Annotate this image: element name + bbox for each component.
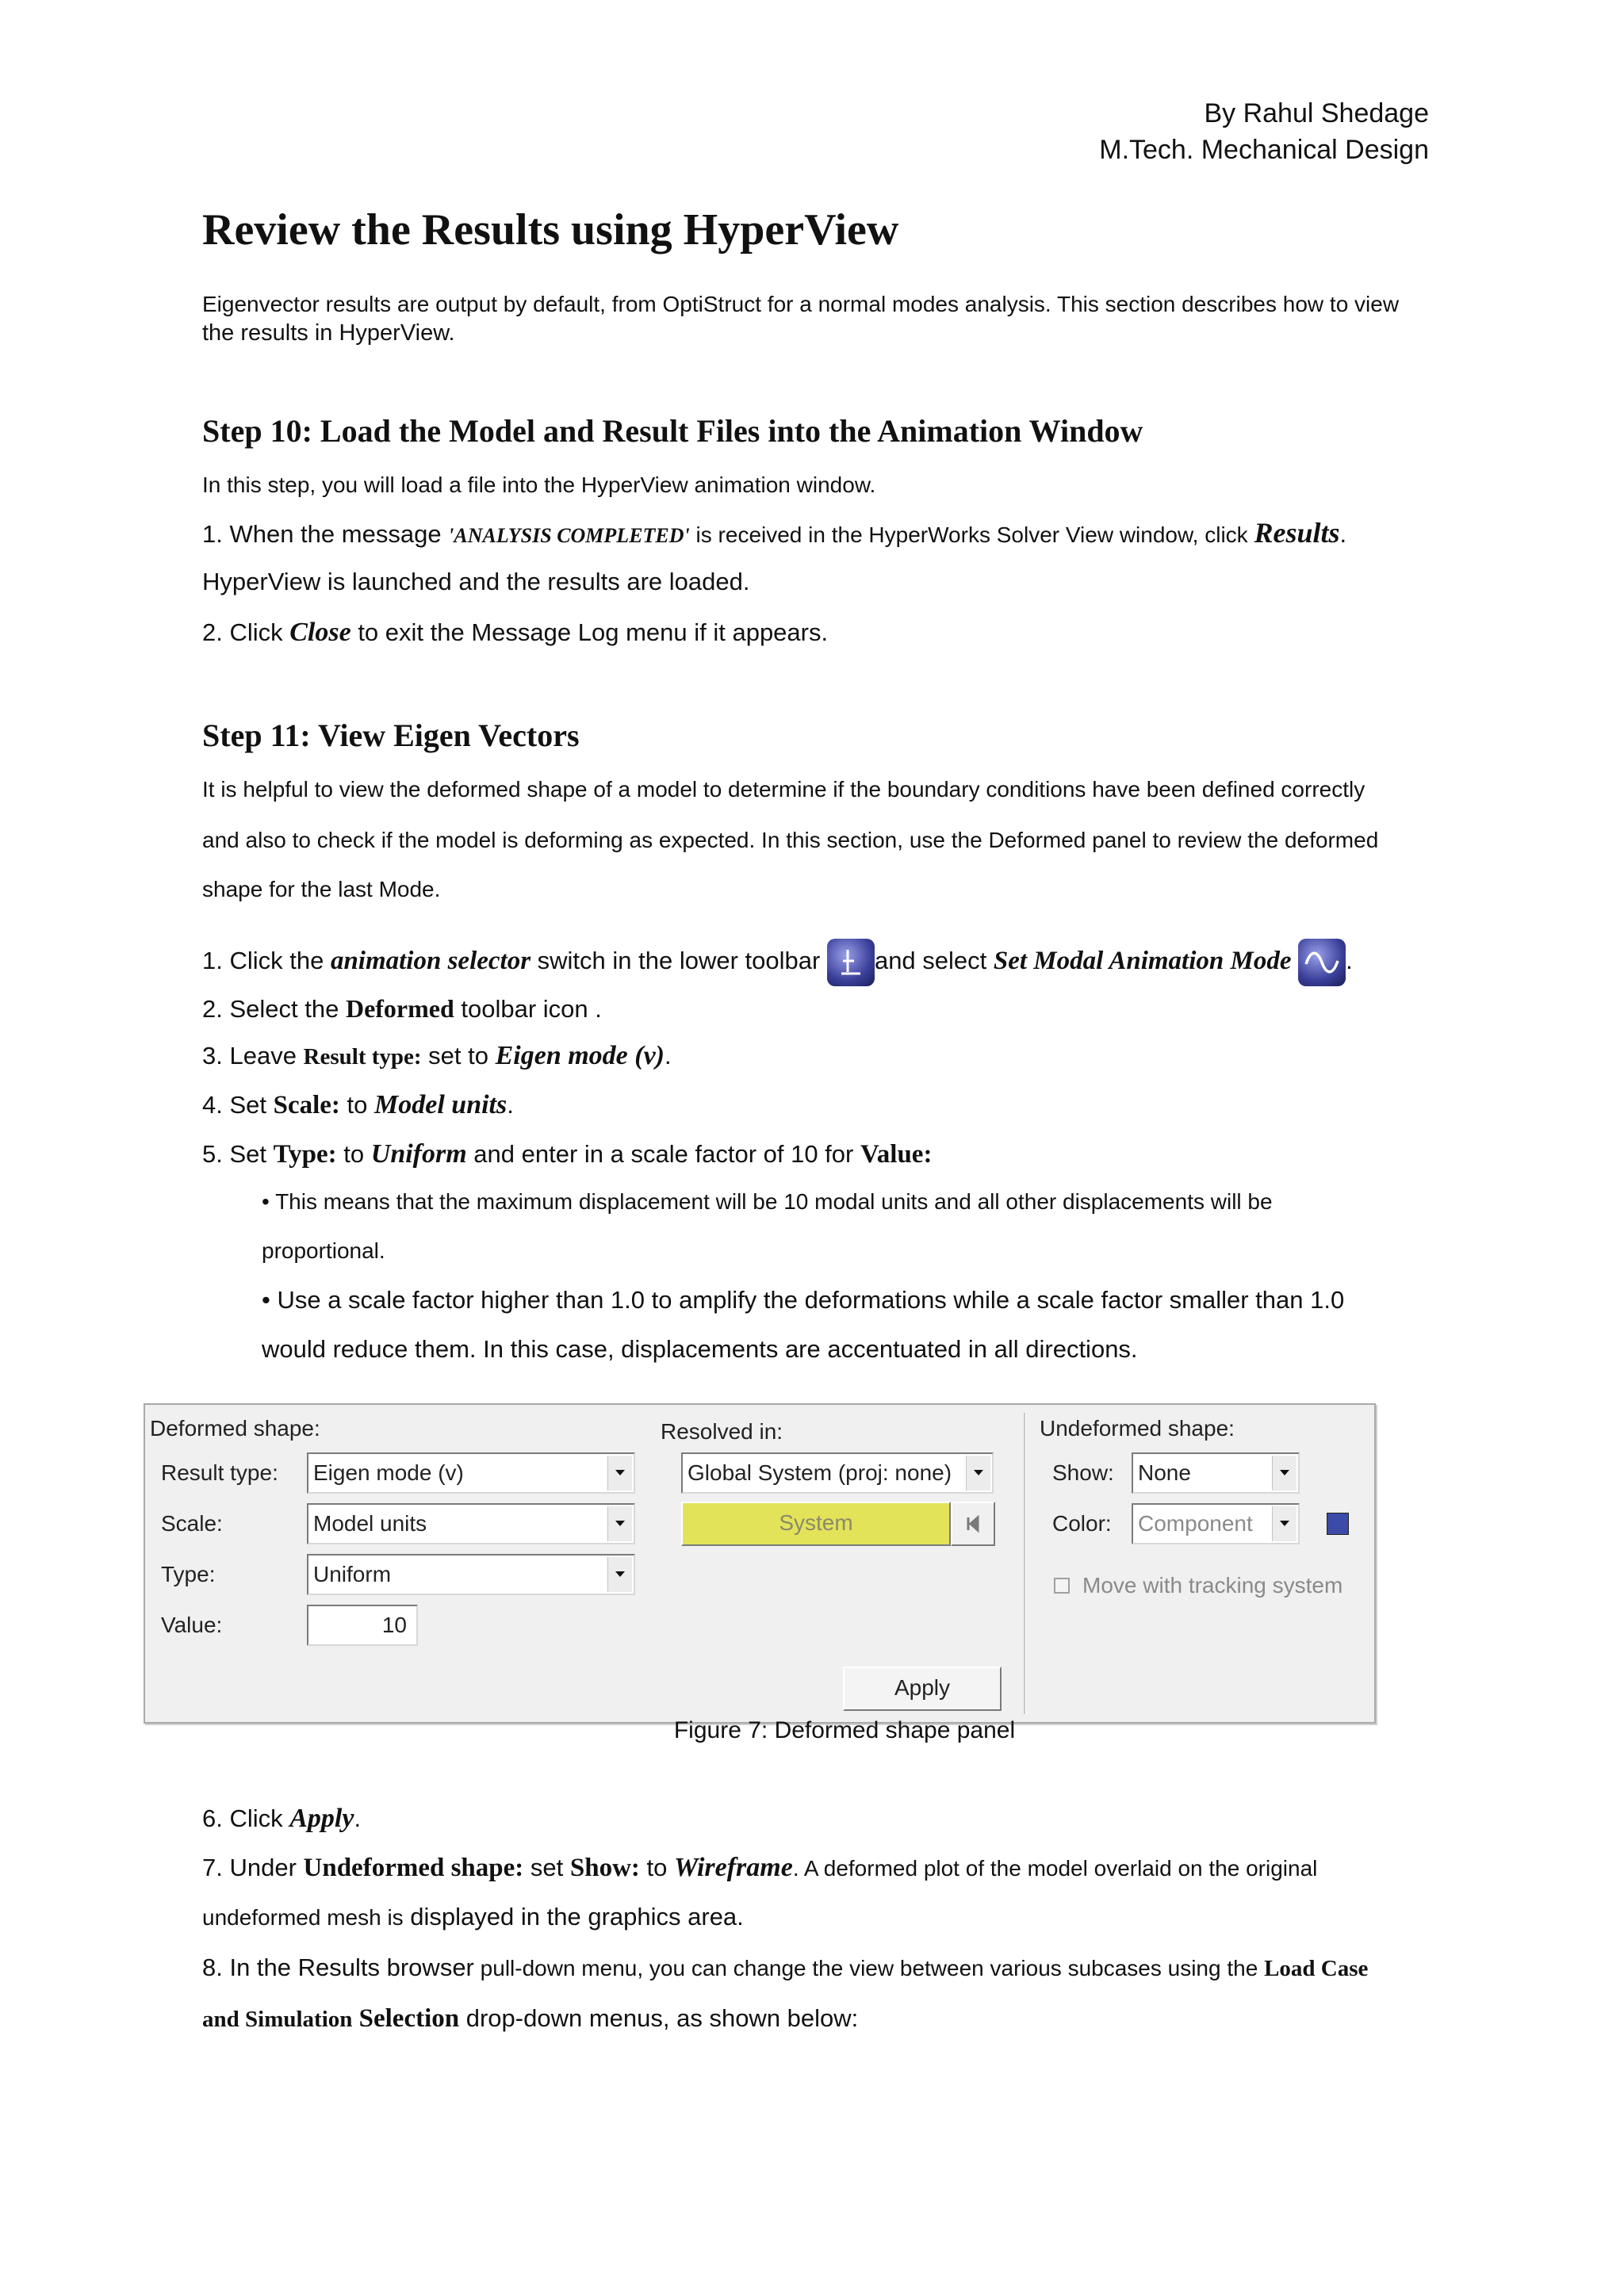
author-name: By Rahul Shedage bbox=[1204, 98, 1429, 128]
undeformed-shape-title: Undeformed shape: bbox=[1040, 1416, 1235, 1441]
step11-item-4: 4. Set Scale: to Model units. bbox=[202, 1090, 514, 1119]
deformed-shape-title: Deformed shape: bbox=[150, 1416, 320, 1441]
page-title: Review the Results using HyperView bbox=[202, 205, 899, 254]
bullet-1-line-1: • This means that the maximum displacement will be 10 modal units and all other displacements will be bbox=[262, 1189, 1273, 1214]
step-8-cont: and Simulation Selection drop-down menus, as shown below: bbox=[202, 2004, 859, 2033]
result-type-label: Result type: bbox=[161, 1460, 278, 1485]
system-pick-button[interactable] bbox=[951, 1502, 995, 1546]
intro-line-1: Eigenvector results are output by default, from OptiStruct for a normal modes analysis. This section describes how to view bbox=[202, 292, 1400, 316]
bullet-2-line-2: would reduce them. In this case, displacements are accentuated in all directions. bbox=[262, 1335, 1138, 1363]
tracking-checkbox[interactable] bbox=[1054, 1578, 1070, 1594]
step11-para-2: and also to check if the model is deforming as expected. In this section, use the Deformed panel to review the deformed bbox=[202, 828, 1379, 852]
type-dropdown[interactable]: Uniform bbox=[307, 1554, 635, 1595]
chevron-down-icon bbox=[607, 1456, 632, 1490]
step11-item-5: 5. Set Type: to Uniform and enter in a scale factor of 10 for Value: bbox=[202, 1139, 933, 1169]
scale-dropdown[interactable]: Model units bbox=[307, 1503, 635, 1544]
value-label: Value: bbox=[161, 1613, 223, 1637]
chevron-down-icon bbox=[1272, 1456, 1297, 1490]
step-7: 7. Under Undeformed shape: set Show: to Wireframe. A deformed plot of the model overlaid on the original bbox=[202, 1853, 1318, 1882]
color-swatch[interactable] bbox=[1327, 1513, 1349, 1535]
step-6: 6. Click Apply. bbox=[202, 1804, 362, 1833]
show-label: Show: bbox=[1052, 1460, 1114, 1485]
panel-divider bbox=[1024, 1413, 1026, 1714]
value-input[interactable]: 10 bbox=[307, 1605, 418, 1646]
step10-heading: Step 10: Load the Model and Result Files into the Animation Window bbox=[202, 413, 1143, 449]
step-8: 8. In the Results browser pull-down menu, you can change the view between various subcases using the Load Case bbox=[202, 1954, 1369, 1981]
bullet-1-line-2: proportional. bbox=[262, 1238, 385, 1263]
color-label: Color: bbox=[1052, 1511, 1112, 1536]
bullet-2-line-1: • Use a scale factor higher than 1.0 to amplify the deformations while a scale factor smaller than 1.0 bbox=[262, 1286, 1345, 1314]
system-button[interactable]: System bbox=[681, 1502, 951, 1546]
chevron-down-icon bbox=[607, 1506, 632, 1541]
resolved-in-dropdown[interactable]: Global System (proj: none) bbox=[681, 1452, 994, 1494]
step10-desc: In this step, you will load a file into the HyperView animation window. bbox=[202, 473, 876, 497]
tracking-label: Move with tracking system bbox=[1082, 1573, 1343, 1598]
step10-launched: HyperView is launched and the results are loaded. bbox=[202, 568, 750, 595]
deformed-shape-panel bbox=[144, 1403, 1376, 1724]
step11-item-1: 1. Click the animation selector switch in the lower toolbar and select Set Modal Animation Mode . bbox=[202, 939, 1353, 986]
figure-caption: Figure 7: Deformed shape panel bbox=[673, 1717, 1016, 1743]
results-action: Results bbox=[1254, 517, 1340, 549]
step11-para-1: It is helpful to view the deformed shape of a model to determine if the boundary conditions have been defined correctly bbox=[202, 777, 1365, 802]
color-dropdown[interactable]: Component bbox=[1132, 1503, 1300, 1544]
step-7-cont: undeformed mesh is displayed in the graphics area. bbox=[202, 1903, 744, 1931]
step11-item-3: 3. Leave Result type: set to Eigen mode (v). bbox=[202, 1041, 672, 1070]
chevron-down-icon bbox=[966, 1456, 990, 1490]
analysis-completed-msg: 'ANALYSIS COMPLETED' bbox=[448, 524, 690, 547]
chevron-down-icon bbox=[1272, 1506, 1297, 1541]
close-action: Close bbox=[289, 618, 351, 647]
chevron-down-icon bbox=[607, 1557, 632, 1592]
step11-item-2: 2. Select the Deformed toolbar icon . bbox=[202, 994, 602, 1023]
result-type-dropdown[interactable]: Eigen mode (v) bbox=[307, 1452, 635, 1494]
step11-para-3: shape for the last Mode. bbox=[202, 877, 441, 901]
step11-heading: Step 11: View Eigen Vectors bbox=[202, 718, 580, 753]
type-label: Type: bbox=[161, 1562, 216, 1586]
animation-selector-icon bbox=[827, 939, 875, 986]
apply-button[interactable]: Apply bbox=[843, 1667, 1002, 1711]
show-dropdown[interactable]: None bbox=[1132, 1452, 1300, 1494]
skip-back-icon bbox=[952, 1503, 994, 1544]
resolved-in-title: Resolved in: bbox=[661, 1419, 783, 1444]
scale-label: Scale: bbox=[161, 1511, 223, 1536]
intro-line-2: the results in HyperView. bbox=[202, 320, 455, 346]
step10-item-2: 2. Click Close to exit the Message Log menu if it appears. bbox=[202, 618, 829, 647]
modal-animation-mode-icon bbox=[1298, 939, 1346, 986]
author-degree: M.Tech. Mechanical Design bbox=[1099, 135, 1429, 165]
step10-item-1: 1. When the message 'ANALYSIS COMPLETED' is received in the HyperWorks Solver View window, click Results. bbox=[202, 517, 1347, 549]
